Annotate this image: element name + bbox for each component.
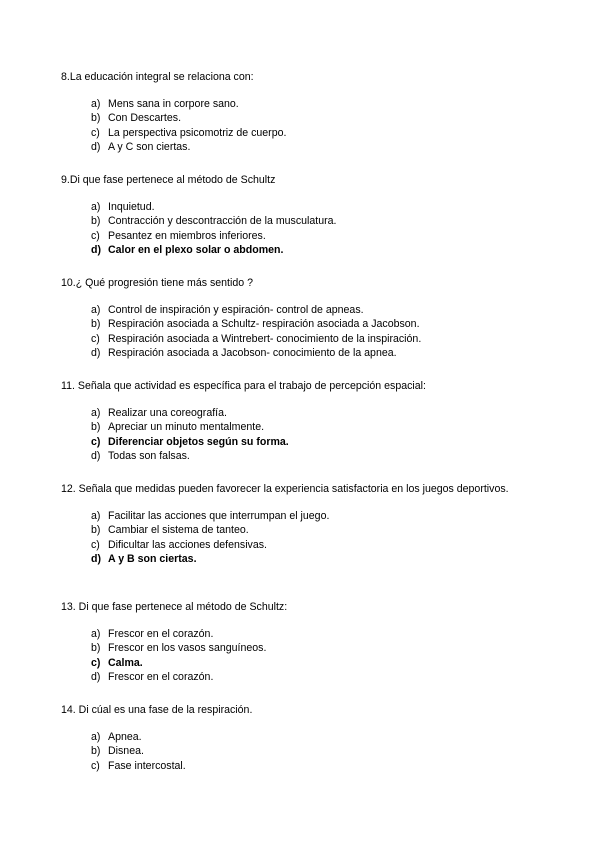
option-c bbox=[61, 656, 531, 671]
option-text: Disnea. bbox=[108, 745, 144, 758]
option-text: Respiración asociada a Jacobson- conocimiento de la apnea. bbox=[108, 347, 397, 360]
option-text: Con Descartes. bbox=[108, 112, 182, 125]
question-13 bbox=[61, 600, 531, 685]
option-a bbox=[61, 200, 531, 215]
question-9 bbox=[61, 173, 531, 258]
option-letter: a) bbox=[91, 97, 101, 110]
option-c bbox=[61, 435, 531, 450]
option-d bbox=[61, 346, 531, 361]
option-b bbox=[61, 523, 531, 538]
option-text: Frescor en el corazón. bbox=[108, 671, 214, 684]
option-b bbox=[61, 317, 531, 332]
option-letter: b) bbox=[91, 642, 101, 655]
option-d bbox=[61, 140, 531, 155]
option-b bbox=[61, 214, 531, 229]
option-a bbox=[61, 303, 531, 318]
option-a bbox=[61, 97, 531, 112]
option-letter: d) bbox=[91, 450, 101, 463]
option-text: Calor en el plexo solar o abdomen. bbox=[108, 244, 284, 257]
option-letter: a) bbox=[91, 303, 101, 316]
option-letter: a) bbox=[91, 627, 101, 640]
option-letter: b) bbox=[91, 745, 101, 758]
option-letter: d) bbox=[91, 553, 101, 566]
question-title: 10.¿ Qué progresión tiene más sentido ? bbox=[61, 277, 253, 289]
option-letter: b) bbox=[91, 215, 101, 228]
question-title: 14. Di cúal es una fase de la respiración. bbox=[61, 704, 253, 716]
question-title: 12. Señala que medidas pueden favorecer la experiencia satisfactoria en los juegos deportivos. bbox=[61, 483, 509, 495]
option-text: Fase intercostal. bbox=[108, 759, 186, 772]
option-text: Apreciar un minuto mentalmente. bbox=[108, 421, 265, 434]
option-d bbox=[61, 670, 531, 685]
option-text: Respiración asociada a Schultz- respiración asociada a Jacobson. bbox=[108, 318, 420, 331]
option-c bbox=[61, 332, 531, 347]
option-text: Inquietud. bbox=[108, 200, 155, 213]
option-list bbox=[61, 97, 531, 155]
option-a bbox=[61, 627, 531, 642]
option-letter: c) bbox=[91, 332, 100, 345]
option-a bbox=[61, 730, 531, 745]
option-a bbox=[61, 406, 531, 421]
question-11 bbox=[61, 379, 531, 464]
option-d bbox=[61, 243, 531, 258]
option-letter: b) bbox=[91, 421, 101, 434]
option-c bbox=[61, 229, 531, 244]
option-d bbox=[61, 552, 531, 567]
option-letter: c) bbox=[91, 656, 101, 669]
question-10 bbox=[61, 276, 531, 361]
option-text: Facilitar las acciones que interrumpan el juego. bbox=[108, 509, 330, 522]
option-letter: c) bbox=[91, 435, 101, 448]
option-letter: a) bbox=[91, 200, 101, 213]
question-12 bbox=[61, 482, 531, 567]
option-list bbox=[61, 200, 531, 258]
option-letter: d) bbox=[91, 141, 101, 154]
option-text: Dificultar las acciones defensivas. bbox=[108, 538, 267, 551]
question-title: 8.La educación integral se relaciona con: bbox=[61, 71, 254, 83]
option-letter: d) bbox=[91, 244, 101, 257]
option-letter: b) bbox=[91, 318, 101, 331]
question-title: 9.Di que fase pertenece al método de Schultz bbox=[61, 174, 276, 186]
option-list bbox=[61, 730, 531, 774]
option-text: A y C son ciertas. bbox=[108, 141, 191, 154]
option-list bbox=[61, 627, 531, 685]
option-letter: c) bbox=[91, 229, 100, 242]
option-text: Respiración asociada a Wintrebert- conocimiento de la inspiración. bbox=[108, 332, 422, 345]
question-title: 11. Señala que actividad es específica para el trabajo de percepción espacial: bbox=[61, 380, 426, 392]
option-text: Cambiar el sistema de tanteo. bbox=[108, 524, 249, 537]
option-list bbox=[61, 406, 531, 464]
option-letter: d) bbox=[91, 347, 101, 360]
option-text: Control de inspiración y espiración- control de apneas. bbox=[108, 303, 364, 316]
option-letter: c) bbox=[91, 126, 100, 139]
option-letter: a) bbox=[91, 406, 101, 419]
option-d bbox=[61, 449, 531, 464]
option-text: Pesantez en miembros inferiores. bbox=[108, 229, 266, 242]
question-14 bbox=[61, 703, 531, 773]
option-c bbox=[61, 538, 531, 553]
option-b bbox=[61, 111, 531, 126]
option-text: La perspectiva psicomotriz de cuerpo. bbox=[108, 126, 287, 139]
option-c bbox=[61, 126, 531, 141]
question-8 bbox=[61, 70, 531, 155]
option-letter: a) bbox=[91, 730, 101, 743]
option-letter: c) bbox=[91, 538, 100, 551]
option-a bbox=[61, 509, 531, 524]
question-title: 13. Di que fase pertenece al método de Schultz: bbox=[61, 601, 288, 613]
option-text: Frescor en el corazón. bbox=[108, 627, 214, 640]
option-letter: b) bbox=[91, 524, 101, 537]
option-text: Realizar una coreografía. bbox=[108, 406, 227, 419]
option-b bbox=[61, 744, 531, 759]
option-letter: b) bbox=[91, 112, 101, 125]
option-c bbox=[61, 759, 531, 774]
option-text: Mens sana in corpore sano. bbox=[108, 97, 239, 110]
option-text: Diferenciar objetos según su forma. bbox=[108, 435, 289, 448]
option-list bbox=[61, 303, 531, 361]
option-b bbox=[61, 641, 531, 656]
option-text: A y B son ciertas. bbox=[108, 553, 197, 566]
option-text: Todas son falsas. bbox=[108, 450, 190, 463]
option-text: Apnea. bbox=[108, 730, 142, 743]
option-b bbox=[61, 420, 531, 435]
option-letter: a) bbox=[91, 509, 101, 522]
option-text: Calma. bbox=[108, 656, 143, 669]
option-list bbox=[61, 509, 531, 567]
option-text: Contracción y descontracción de la musculatura. bbox=[108, 215, 337, 228]
option-letter: c) bbox=[91, 759, 100, 772]
option-text: Frescor en los vasos sanguíneos. bbox=[108, 642, 267, 655]
option-letter: d) bbox=[91, 671, 101, 684]
